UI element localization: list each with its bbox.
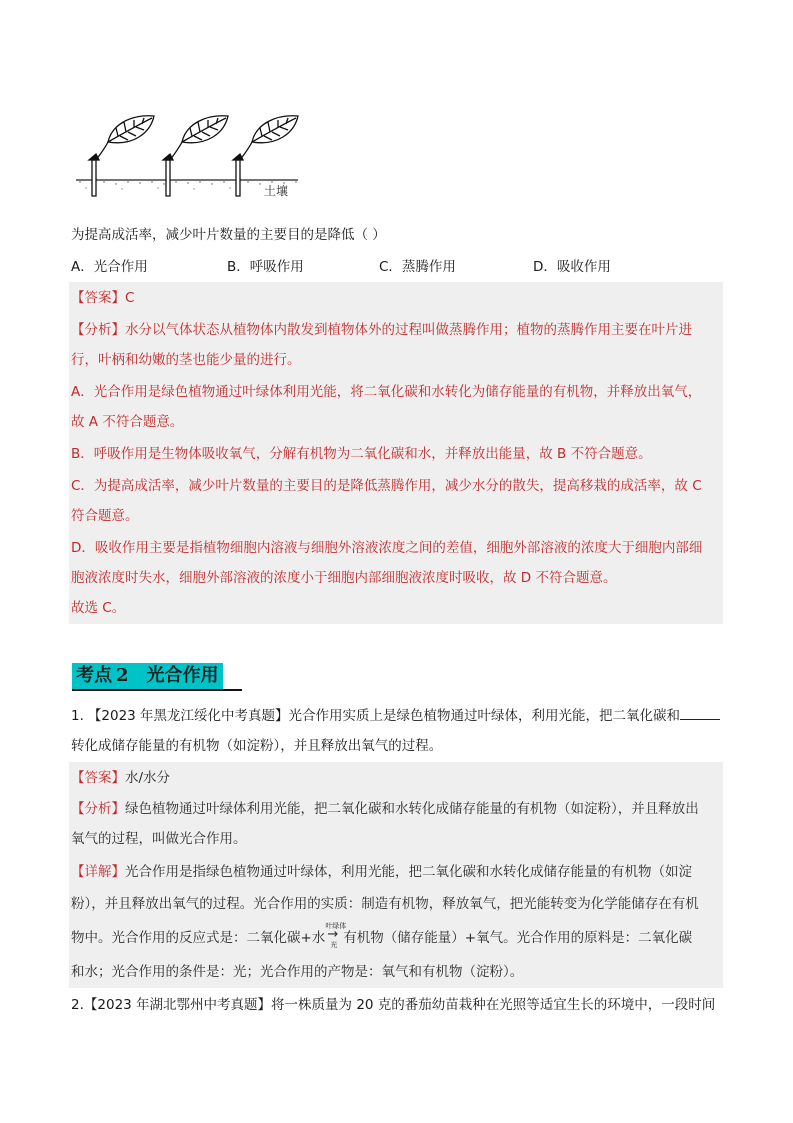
soil-label: 土壤 xyxy=(264,184,289,198)
answer-line xyxy=(71,288,134,308)
question-stem: 光合作用实质上是绿色植物通过叶绿体，利用光能，把二氧化碳和 xyxy=(288,708,681,724)
question-number: 2. xyxy=(71,997,84,1013)
option-a: A．光合作用 xyxy=(71,259,148,275)
question-source: 【2023 年湖北鄂州中考真题】 xyxy=(83,997,272,1013)
analysis-line-2: 行，叶柄和幼嫩的茎也能少量的进行。 xyxy=(71,352,301,368)
detail-tag: 【详解】 xyxy=(71,864,125,880)
analysis-tag: 【分析】 xyxy=(71,801,125,817)
question-3-line-1 xyxy=(71,995,715,1015)
arrow-condition-bottom: 光 xyxy=(330,941,338,949)
arrow-condition-top: 叶绿体 xyxy=(325,922,347,930)
question-number: 1. xyxy=(71,708,84,724)
answer-tag: 【答案】 xyxy=(71,770,125,786)
detail-line: B．呼吸作用是生物体吸收氧气，分解有机物为二氧化碳和水，并释放出能量，故 B 不符合题意。 xyxy=(71,446,652,462)
detail-text: 物中。光合作用的反应式是：二氧化碳+水 xyxy=(71,930,326,946)
reaction-arrow xyxy=(325,922,347,949)
detail-line-1 xyxy=(71,862,692,882)
option-d: D．吸收作用 xyxy=(533,259,611,275)
fill-blank xyxy=(680,705,720,720)
detail-line: 符合题意。 xyxy=(71,508,139,524)
section-number: 2 xyxy=(116,665,129,686)
section-prefix: 考点 xyxy=(76,665,112,686)
section-title xyxy=(72,663,223,689)
question-source: 【2023 年黑龙江绥化中考真题】 xyxy=(87,708,289,724)
answer-value: 水/水分 xyxy=(125,770,171,786)
arrow-icon: → xyxy=(327,927,339,942)
detail-line: 故选 C。 xyxy=(71,600,126,616)
detail-line-3 xyxy=(71,922,693,949)
analysis-tag: 【分析】 xyxy=(71,322,125,338)
detail-line-4: 和水；光合作用的条件是：光；光合作用的产物是：氧气和有机物（淀粉）。 xyxy=(71,964,524,980)
section-underline xyxy=(72,689,242,691)
option-b: B．呼吸作用 xyxy=(227,259,304,275)
question-2-line-1 xyxy=(71,705,720,726)
detail-line: D．吸收作用主要是指植物细胞内溶液与细胞外溶液浓度之间的差值，细胞外部溶液的浓度大于细胞内部细 xyxy=(71,540,703,556)
detail-line: A．光合作用是绿色植物通过叶绿体利用光能，将二氧化碳和水转化为储存能量的有机物，并释放出氧气， xyxy=(71,384,702,400)
detail-line: C．为提高成活率，减少叶片数量的主要目的是降低蒸腾作用，减少水分的散失，提高移栽的成活率，故 C xyxy=(71,478,702,494)
detail-text: 光合作用是指绿色植物通过叶绿体，利用光能，把二氧化碳和水转化成储存能量的有机物（如淀 xyxy=(125,864,692,880)
question-2-line-2: 转化成储存能量的有机物（如淀粉），并且释放出氧气的过程。 xyxy=(71,738,443,754)
analysis-text: 水分以气体状态从植物体内散发到植物体外的过程叫做蒸腾作用；植物的蒸腾作用主要在叶片进 xyxy=(125,322,692,338)
detail-line: 胞液浓度时失水，细胞外部溶液的浓度小于细胞内部细胞液浓度时吸收，故 D 不符合题意。 xyxy=(71,570,617,586)
answer-tag: 【答案】 xyxy=(71,290,125,306)
option-c: C．蒸腾作用 xyxy=(379,259,456,275)
analysis-line-1 xyxy=(71,799,699,819)
section-name: 光合作用 xyxy=(146,665,219,686)
analysis-text: 绿色植物通过叶绿体利用光能，把二氧化碳和水转化成储存能量的有机物（如淀粉），并且释放出 xyxy=(125,801,699,817)
question-stem: 为提高成活率，减少叶片数量的主要目的是降低（ ） xyxy=(71,227,386,243)
detail-line: 故 A 不符合题意。 xyxy=(71,414,184,430)
analysis-line-1 xyxy=(71,320,692,340)
answer-line xyxy=(71,768,170,788)
question-stem: 将一株质量为 20 克的番茄幼苗栽种在光照等适宜生长的环境中，一段时间 xyxy=(271,997,716,1013)
detail-text: 有机物（储存能量）+氧气。光合作用的原料是：二氧化碳 xyxy=(343,930,693,946)
cutting-illustration xyxy=(72,112,312,202)
detail-line-2: 粉），并且释放出氧气的过程。光合作用的实质：制造有机物，释放氧气，把光能转变为化学能储存在有机 xyxy=(71,896,699,912)
analysis-line-2: 氧气的过程，叫做光合作用。 xyxy=(71,831,247,847)
answer-value: C xyxy=(125,290,135,306)
